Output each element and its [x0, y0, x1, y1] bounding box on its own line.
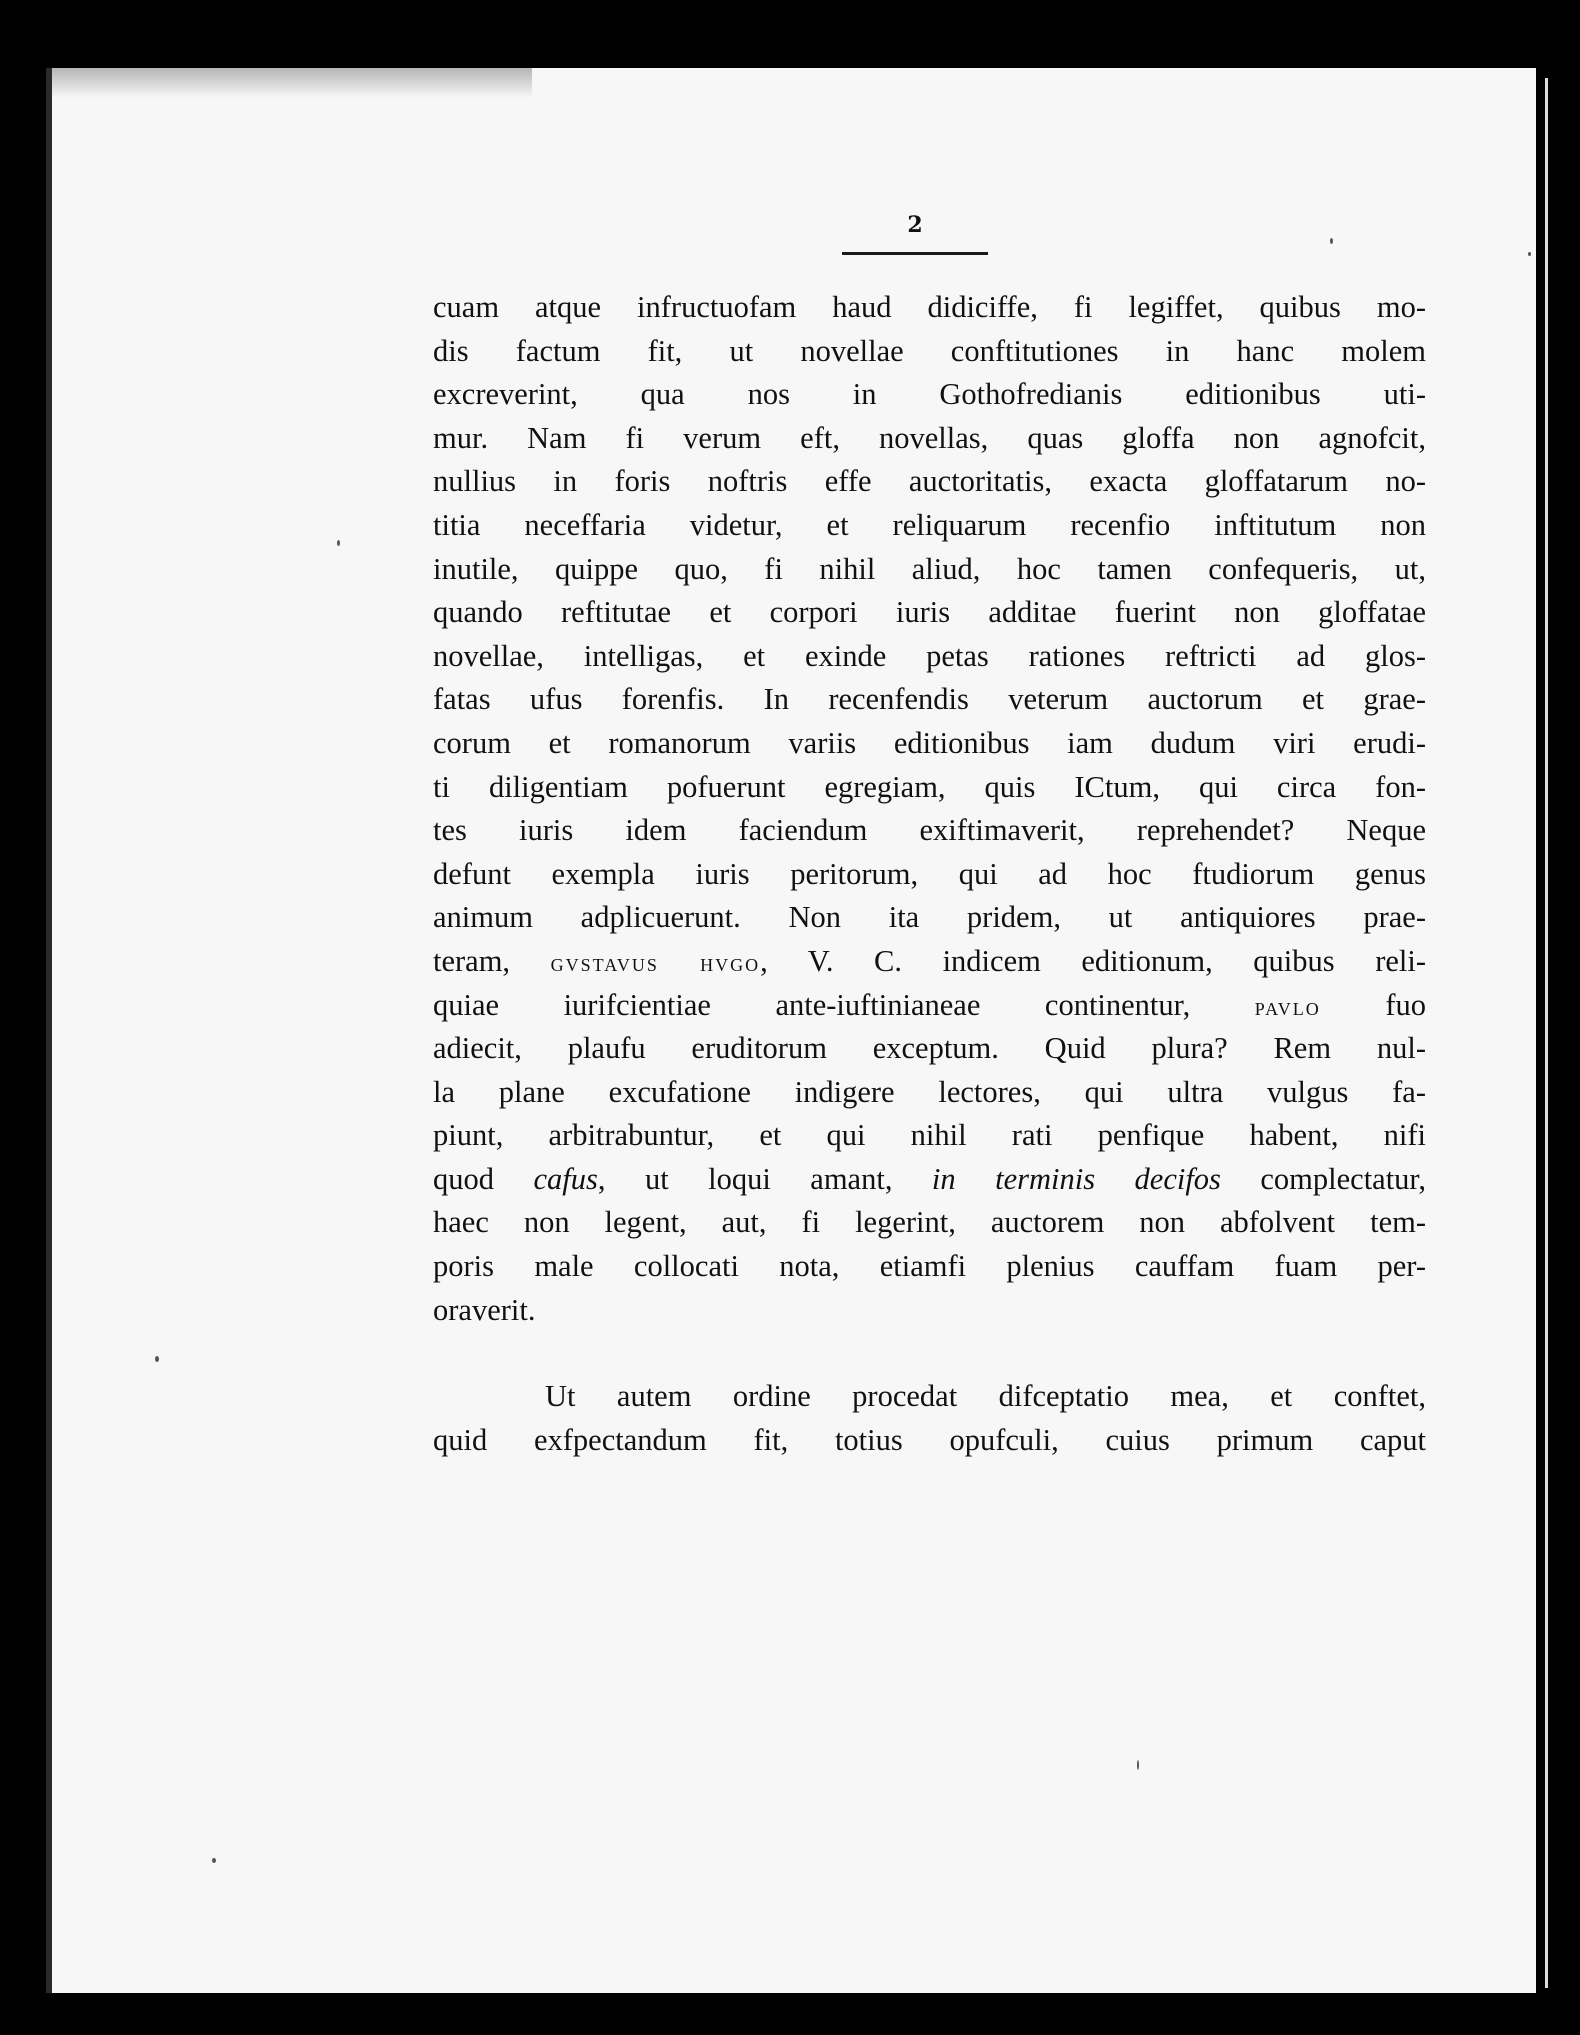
paper-speck — [1330, 238, 1333, 244]
text-line: nullius in foris noftris effe auctoritatis, exacta gloffatarum no- — [433, 464, 1426, 499]
text-line: haec non legent, aut, fi legerint, auctorem non abfolvent tem- — [433, 1205, 1426, 1240]
text-line — [433, 1158, 1426, 1202]
author-name-small-caps: gvstavus hvgo — [550, 949, 761, 977]
paper-speck — [155, 1356, 159, 1362]
italic-term: cafus — [533, 1161, 598, 1196]
text-line: novellae, intelligas, et exinde petas rationes reftricti ad glos- — [433, 638, 1426, 673]
paper-speck — [1528, 252, 1531, 256]
author-name-small-caps: pavlo — [1254, 993, 1321, 1021]
text-line: piunt, arbitrabuntur, et qui nihil rati penfique habent, nifi — [433, 1118, 1426, 1153]
text-run: , V. C. indicem editionum, quibus reli- — [760, 943, 1426, 978]
page-edge — [1545, 78, 1548, 1988]
page-number-rule — [842, 252, 988, 255]
text-line: adiecit, plaufu eruditorum exceptum. Quid plura? Rem nul- — [433, 1031, 1426, 1066]
text-line: la plane excufatione indigere lectores, qui ultra vulgus fa- — [433, 1074, 1426, 1109]
text-line: fatas ufus forenfis. In recenfendis veterum auctorum et grae- — [433, 682, 1426, 717]
text-line: cuam atque infructuofam haud didiciffe, fi legiffet, quibus mo- — [433, 290, 1426, 324]
text-line: ti diligentiam pofuerunt egregiam, quis ICtum, qui circa fon- — [433, 769, 1426, 804]
text-line: titia neceffaria videtur, et reliquarum recenfio inftitutum non — [433, 507, 1426, 542]
text-line: poris male collocati nota, etiamfi plenius cauffam fuam per- — [433, 1249, 1426, 1284]
text-line: defunt exempla iuris peritorum, qui ad hoc ftudiorum genus — [433, 856, 1426, 891]
text-line: tes iuris idem faciendum exiftimaverit, reprehendet? Neque — [433, 813, 1426, 848]
text-run: quod — [433, 1161, 534, 1196]
body-text — [433, 286, 1426, 1462]
text-line: oraverit. — [433, 1292, 536, 1327]
paragraph-2 — [433, 1375, 1426, 1462]
text-line: excreverint, qua nos in Gothofredianis editionibus uti- — [433, 377, 1426, 412]
text-line: dis factum fit, ut novellae conftitutiones in hanc molem — [433, 333, 1426, 368]
page-number: 2 — [907, 212, 923, 238]
text-run: , ut loqui amant, — [597, 1161, 932, 1196]
text-line: quid exfpectandum fit, totius opufculi, cuius primum caput — [433, 1422, 1426, 1457]
page-stain — [52, 68, 532, 98]
paper-speck — [1137, 1760, 1139, 1770]
paper-speck — [212, 1858, 216, 1863]
paragraph-1 — [433, 286, 1426, 1332]
text-line — [433, 940, 1426, 984]
text-line: quando reftitutae et corpori iuris additae fuerint non gloffatae — [433, 595, 1426, 630]
text-run: fuo — [1320, 987, 1426, 1022]
text-line: mur. Nam fi verum eft, novellas, quas gloffa non agnofcit, — [433, 420, 1426, 455]
paragraph-spacer — [433, 1332, 1426, 1375]
text-run: teram, — [433, 943, 551, 978]
text-line: corum et romanorum variis editionibus iam dudum viri erudi- — [433, 725, 1426, 760]
text-run: quiae iurifcientiae ante-iuftinianeae continentur, — [433, 987, 1255, 1022]
text-line: inutile, quippe quo, fi nihil aliud, hoc tamen confequeris, ut, — [433, 551, 1426, 586]
italic-phrase: in terminis decifos — [931, 1161, 1221, 1196]
text-run: complectatur, — [1220, 1161, 1426, 1196]
text-line — [433, 984, 1426, 1028]
text-line: animum adplicuerunt. Non ita pridem, ut antiquiores prae- — [433, 900, 1426, 935]
text-line: Ut autem ordine procedat difceptatio mea, et conftet, — [545, 1379, 1426, 1414]
paper-speck — [337, 540, 340, 546]
